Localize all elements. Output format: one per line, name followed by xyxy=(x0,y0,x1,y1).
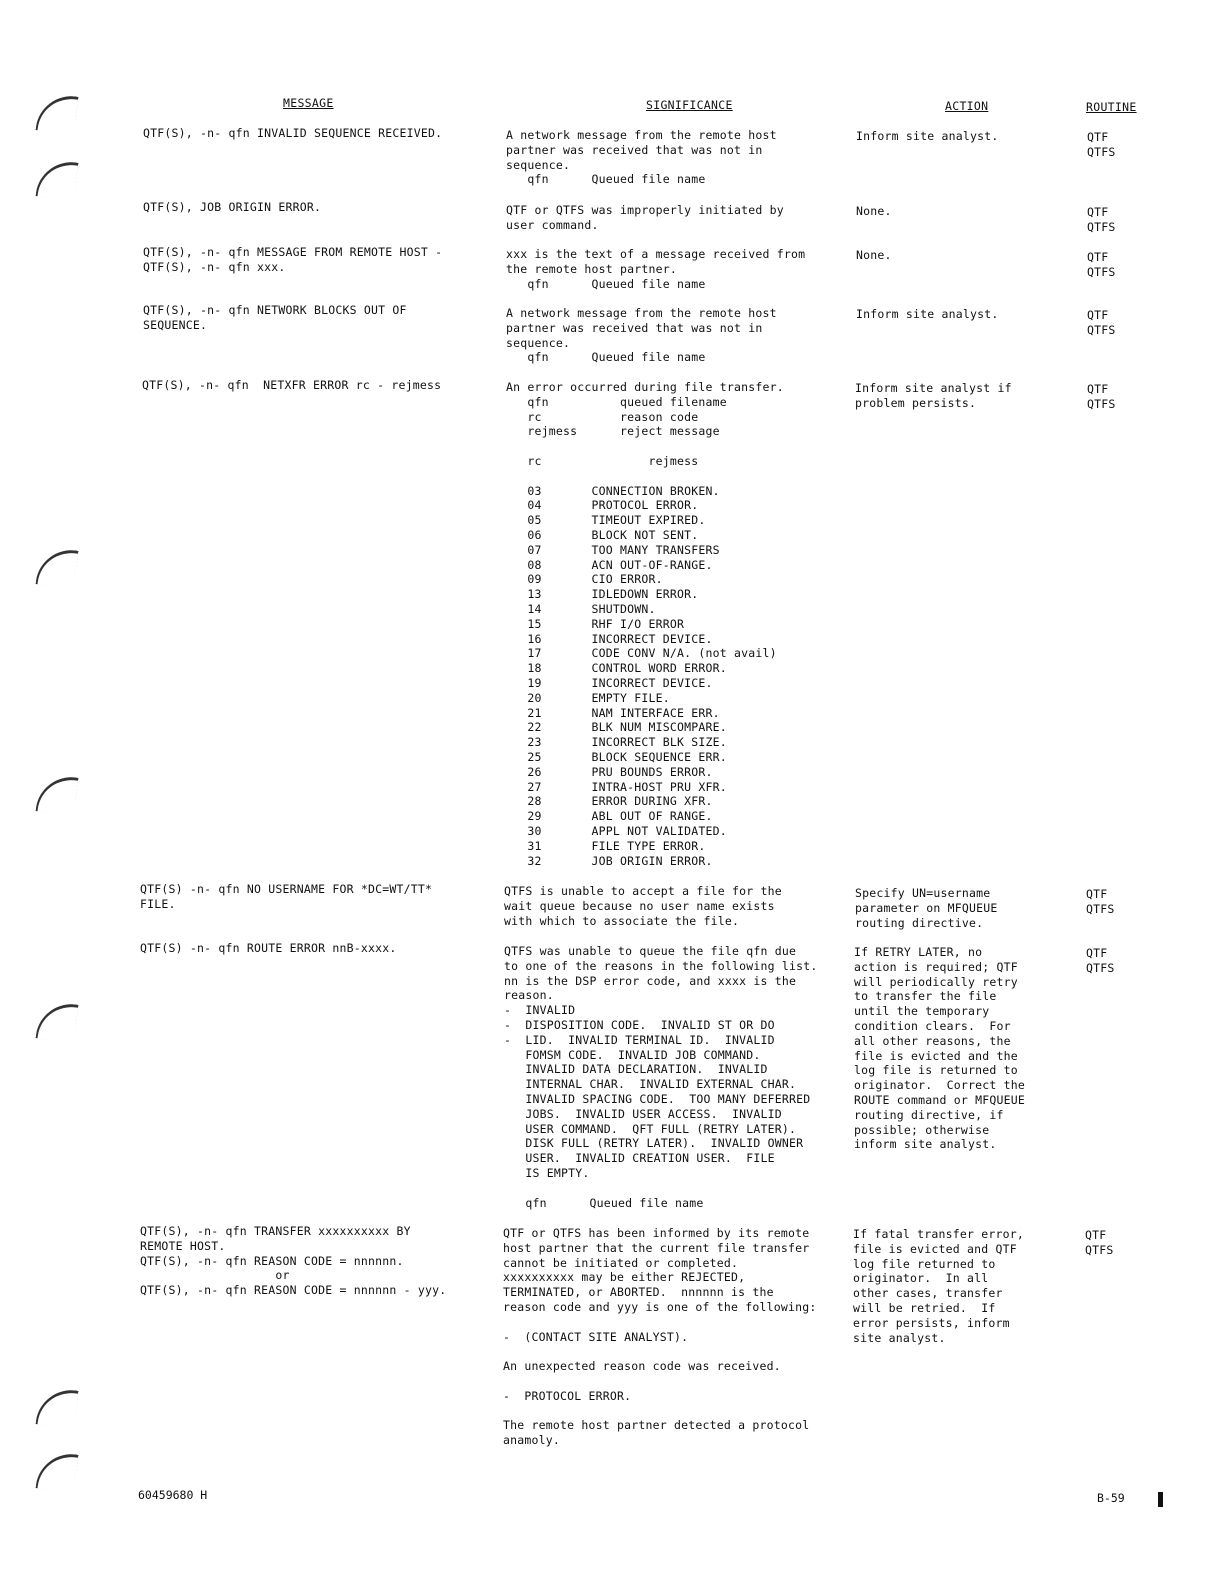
significance-text: QTFS is unable to accept a file for the wait queue because no user name exists with which to associate the file. xyxy=(504,884,782,928)
significance-text: A network message from the remote host partner was received that was not in sequence. qfn Queued file name xyxy=(506,128,777,187)
routine-text: QTF QTFS xyxy=(1087,250,1116,279)
action-text: If RETRY LATER, no action is required; QTF will periodically retry to transfer the file until the temporary condition clears. For all other reasons, the file is evicted and the log file is returned to originator. Correct the ROUTE command or MFQUEUE routing directive, if possible; otherwise inform site analyst. xyxy=(854,945,1025,1152)
message-text: QTF(S), -n- qfn TRANSFER xxxxxxxxxx BY REMOTE HOST. QTF(S), -n- qfn REASON CODE = nnnnnn. or QTF(S), -n- qfn REASON CODE = nnnnnn - yyy. xyxy=(140,1224,447,1298)
change-bar xyxy=(1158,1492,1163,1507)
action-text: None. xyxy=(856,204,892,218)
header-routine: ROUTINE xyxy=(1086,100,1137,114)
page-number: B-59 xyxy=(1097,1491,1125,1505)
punch-hole-mark xyxy=(35,546,78,590)
routine-text: QTF QTFS xyxy=(1085,1228,1114,1257)
significance-text: xxx is the text of a message received from the remote host partner. qfn Queued file name xyxy=(506,247,806,291)
message-text: QTF(S), -n- qfn NETXFR ERROR rc - rejmess xyxy=(142,378,442,392)
punch-hole-mark xyxy=(35,773,78,817)
significance-text: A network message from the remote host partner was received that was not in sequence. qfn Queued file name xyxy=(506,306,777,365)
message-text: QTF(S), -n- qfn INVALID SEQUENCE RECEIVED. xyxy=(143,126,443,140)
routine-text: QTF QTFS xyxy=(1087,205,1116,234)
significance-text: An error occurred during file transfer. qfn queued filename rc reason code rejmess reject message rc rejmess 03 CONNECTION BROKEN. 04 PROTOCOL ERROR. 05 TIMEOUT EXPIRED. 06 BLOCK NOT SENT. 07 TOO MANY TRANSFERS 08 ACN OUT-OF-RANGE. 09 CIO ERROR. 13 IDLEDOWN ERROR. 14 SHUTDOWN. 15 RHF I/O ERROR 16 INCORRECT DEVICE. 17 CODE CONV N/A. (not avail) 18 CONTROL WORD ERROR. 19 INCORRECT DEVICE. 20 EMPTY FILE. 21 NAM INTERFACE ERR. 22 BLK NUM MISCOMPARE. 23 INCORRECT BLK SIZE. 25 BLOCK SEQUENCE ERR. 26 PRU BOUNDS ERROR. 27 INTRA-HOST PRU XFR. 28 ERROR DURING XFR. 29 ABL OUT OF RANGE. 30 APPL NOT VALIDATED. 31 FILE TYPE ERROR. 32 JOB ORIGIN ERROR. xyxy=(506,380,784,868)
header-significance: SIGNIFICANCE xyxy=(646,98,733,112)
header-message: MESSAGE xyxy=(283,96,334,110)
routine-text: QTF QTFS xyxy=(1087,382,1116,411)
significance-text: QTF or QTFS has been informed by its remote host partner that the current file transfer cannot be initiated or completed. xxxxxxxxxx may be either REJECTED, TERMINATED, or ABORTED. nnnnnn is the reason code and yyy is one of the following: - (CONTACT SITE ANALYST). An unexpected reason code was received. - PROTOCOL ERROR. The remote host partner detected a protocol anamoly. xyxy=(503,1226,817,1448)
punch-hole-mark xyxy=(35,158,78,202)
punch-hole-mark xyxy=(35,92,78,136)
document-number: 60459680 H xyxy=(138,1488,208,1502)
routine-text: QTF QTFS xyxy=(1086,887,1115,916)
header-action: ACTION xyxy=(945,99,989,113)
routine-text: QTF QTFS xyxy=(1087,308,1116,337)
significance-text: QTFS was unable to queue the file qfn due to one of the reasons in the following list. nn is the DSP error code, and xxxx is the reason. - INVALID - DISPOSITION CODE. INVALID ST OR DO - LID. INVALID TERMINAL ID. INVALID FOMSM CODE. INVALID JOB COMMAND. INVALID DATA DECLARATION. INVALID INTERNAL CHAR. INVALID EXTERNAL CHAR. INVALID SPACING CODE. TOO MANY DEFERRED JOBS. INVALID USER ACCESS. INVALID USER COMMAND. QFT FULL (RETRY LATER). DISK FULL (RETRY LATER). INVALID OWNER USER. INVALID CREATION USER. FILE IS EMPTY. qfn Queued file name xyxy=(504,944,818,1210)
message-text: QTF(S), JOB ORIGIN ERROR. xyxy=(143,200,322,214)
action-text: Inform site analyst. xyxy=(856,129,999,143)
punch-hole-mark xyxy=(35,1000,78,1044)
message-text: QTF(S) -n- qfn NO USERNAME FOR *DC=WT/TT* FILE. xyxy=(140,882,433,911)
punch-hole-mark xyxy=(35,1450,78,1494)
significance-text: QTF or QTFS was improperly initiated by user command. xyxy=(506,203,784,232)
action-text: If fatal transfer error, file is evicted and QTF log file returned to originator. In all other cases, transfer will be retried. If error persists, inform site analyst. xyxy=(853,1227,1024,1345)
action-text: None. xyxy=(856,248,892,262)
action-text: Specify UN=username parameter on MFQUEUE routing directive. xyxy=(855,886,998,930)
message-text: QTF(S) -n- qfn ROUTE ERROR nnB-xxxx. xyxy=(140,941,397,955)
message-text: QTF(S), -n- qfn MESSAGE FROM REMOTE HOST - QTF(S), -n- qfn xxx. xyxy=(143,245,443,274)
action-text: Inform site analyst. xyxy=(856,307,999,321)
routine-text: QTF QTFS xyxy=(1086,946,1115,975)
message-text: QTF(S), -n- qfn NETWORK BLOCKS OUT OF SEQUENCE. xyxy=(143,303,407,332)
routine-text: QTF QTFS xyxy=(1087,130,1116,159)
punch-hole-mark xyxy=(35,1386,78,1430)
action-text: Inform site analyst if problem persists. xyxy=(855,381,1012,410)
